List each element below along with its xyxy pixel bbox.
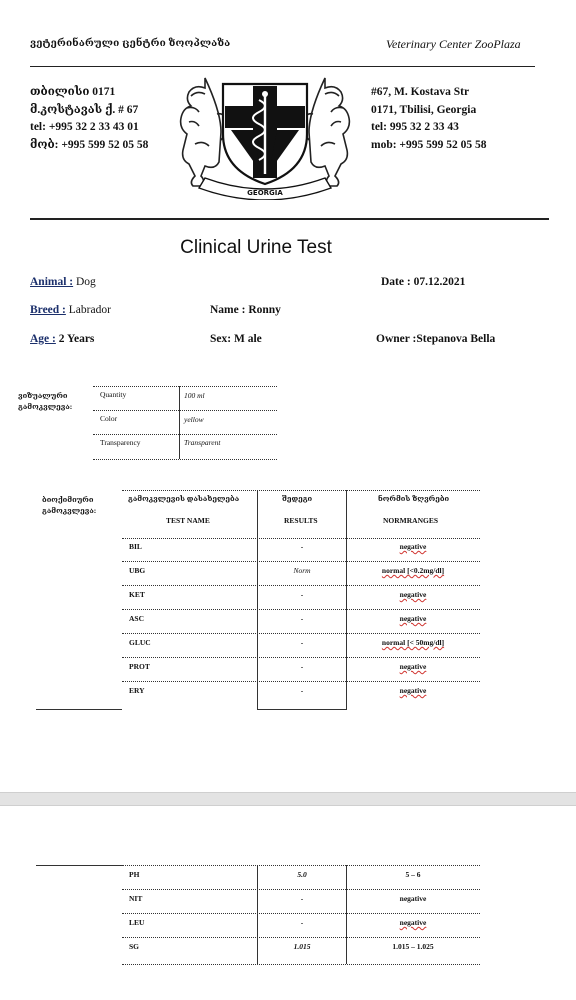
age-label: Age : [30, 333, 56, 345]
address-line: #67, M. Kostava Str [371, 86, 470, 98]
table-border [122, 937, 480, 938]
test-result: Norm [293, 566, 311, 575]
address-english [371, 84, 486, 154]
col-test-en: TEST NAME [166, 516, 210, 525]
table-border [179, 386, 180, 459]
test-name: BIL [129, 542, 142, 551]
test-name: NIT [129, 894, 143, 903]
test-result: - [300, 638, 304, 647]
address-line: მ.კოსტავას ქ. # 67 [30, 103, 139, 116]
address-line: tel: +995 32 2 33 43 01 [30, 121, 139, 133]
test-norm: normal [< 50mg/dl] [381, 638, 445, 647]
col-norm-en: NORMRANGES [383, 516, 439, 525]
test-result: - [300, 542, 304, 551]
test-norm: normal [<0.2mg/dl] [381, 566, 445, 575]
test-name: PROT [129, 662, 150, 671]
test-name: UBG [129, 566, 146, 575]
visual-row-name: Transparency [100, 438, 141, 447]
table-border [122, 561, 480, 562]
visual-row-value: yellow [184, 415, 204, 424]
table-border [93, 386, 277, 387]
page-break [0, 792, 576, 806]
test-name: KET [129, 590, 145, 599]
table-border [257, 490, 258, 710]
test-norm: 1.015 – 1.025 [392, 942, 434, 951]
test-result: - [300, 686, 304, 695]
test-norm: 5 – 6 [405, 870, 421, 879]
sex-label: Sex: [210, 333, 234, 345]
col-result-en: RESULTS [284, 516, 318, 525]
table-border [122, 490, 480, 491]
logo-ribbon-text: GEORGIA [247, 189, 283, 197]
biochem-exam-label-line: ბიოქიმიური [42, 495, 94, 504]
test-name: PH [129, 870, 140, 879]
biochem-exam-label [42, 494, 96, 516]
table-border [122, 609, 480, 610]
test-name: ASC [129, 614, 145, 623]
visual-exam-label-line: ვიზუალური [18, 391, 68, 400]
test-name: LEU [129, 918, 145, 927]
breed-label: Breed : [30, 304, 66, 316]
table-border [93, 459, 277, 460]
visual-row-value: Transparent [184, 438, 221, 447]
test-name: SG [129, 942, 140, 951]
table-border [122, 657, 480, 658]
address-line: თბილისი 0171 [30, 86, 116, 98]
visual-row-name: Color [100, 414, 118, 423]
test-result: 1.015 [293, 942, 311, 951]
table-border [36, 709, 122, 710]
test-norm: negative [399, 686, 427, 695]
test-result: - [300, 590, 304, 599]
visual-exam-label-line: გამოკვლევა: [18, 402, 73, 411]
test-result: - [300, 614, 304, 623]
table-border [122, 681, 480, 682]
table-border [346, 490, 347, 710]
test-name: GLUC [129, 638, 151, 647]
table-border [122, 865, 480, 866]
breed-value: Labrador [65, 304, 111, 316]
test-norm: negative [399, 590, 427, 599]
lion-left-icon [181, 78, 227, 186]
table-border [122, 538, 480, 539]
address-line: mob: +995 599 52 05 58 [371, 138, 487, 151]
table-border [257, 709, 347, 710]
header-rule [30, 66, 535, 67]
table-border [122, 964, 480, 965]
table-border [122, 889, 480, 890]
address-line: მობ: +995 599 52 05 58 [30, 138, 149, 151]
table-border [93, 434, 277, 435]
test-norm: negative [399, 662, 427, 671]
test-result: - [300, 662, 304, 671]
col-result-ka: შედეგი [282, 494, 313, 503]
date-value: 07.12.2021 [413, 276, 466, 288]
header-title-georgian: ვეტერინარული ცენტრი ზოოპლაზა [30, 38, 231, 49]
test-result: 5.0 [297, 870, 307, 879]
visual-exam-label [18, 390, 72, 412]
test-norm: negative [399, 614, 427, 623]
sex-value: M ale [233, 333, 262, 345]
name-field [210, 304, 281, 316]
test-name: ERY [129, 686, 145, 695]
document-title: Clinical Urine Test [180, 237, 332, 258]
header-bottom-rule [30, 218, 549, 220]
animal-label: Animal : [30, 276, 74, 288]
table-border [122, 633, 480, 634]
col-norm-ka: ნორმის ზღვრები [378, 494, 450, 503]
lion-right-icon [303, 78, 349, 186]
test-result: - [300, 918, 304, 927]
address-line: tel: 995 32 2 33 43 [371, 121, 459, 133]
veterinary-crest-logo [165, 74, 365, 200]
address-line: 0171, Tbilisi, Georgia [371, 103, 477, 116]
visual-row-name: Quantity [100, 390, 127, 399]
date-label: Date : [381, 276, 414, 288]
owner-value: Stepanova Bella [416, 333, 496, 345]
name-label: Name : [210, 304, 249, 316]
sex-field [210, 333, 262, 345]
date-field [381, 276, 465, 288]
age-value: 2 Years [55, 333, 95, 345]
address-georgian [30, 84, 148, 154]
visual-row-value: 100 ml [184, 391, 205, 400]
table-border [36, 865, 122, 866]
header-title-english: Veterinary Center ZooPlaza [386, 37, 521, 51]
biochem-exam-label-line: გამოკვლევა: [42, 506, 97, 515]
animal-field [30, 276, 96, 288]
test-norm: negative [399, 918, 427, 927]
test-norm: negative [399, 542, 427, 551]
test-norm: negative [399, 894, 427, 903]
table-border [93, 410, 277, 411]
test-result: - [300, 894, 304, 903]
col-test-ka: გამოკვლევის დასახელება [128, 494, 240, 503]
document-page-2 [0, 806, 576, 1000]
animal-value: Dog [73, 276, 96, 288]
table-border [122, 913, 480, 914]
name-value: Ronny [248, 304, 281, 316]
breed-field [30, 304, 111, 316]
owner-field [376, 333, 495, 345]
table-border [122, 585, 480, 586]
age-field [30, 333, 94, 345]
owner-label: Owner : [376, 333, 417, 345]
